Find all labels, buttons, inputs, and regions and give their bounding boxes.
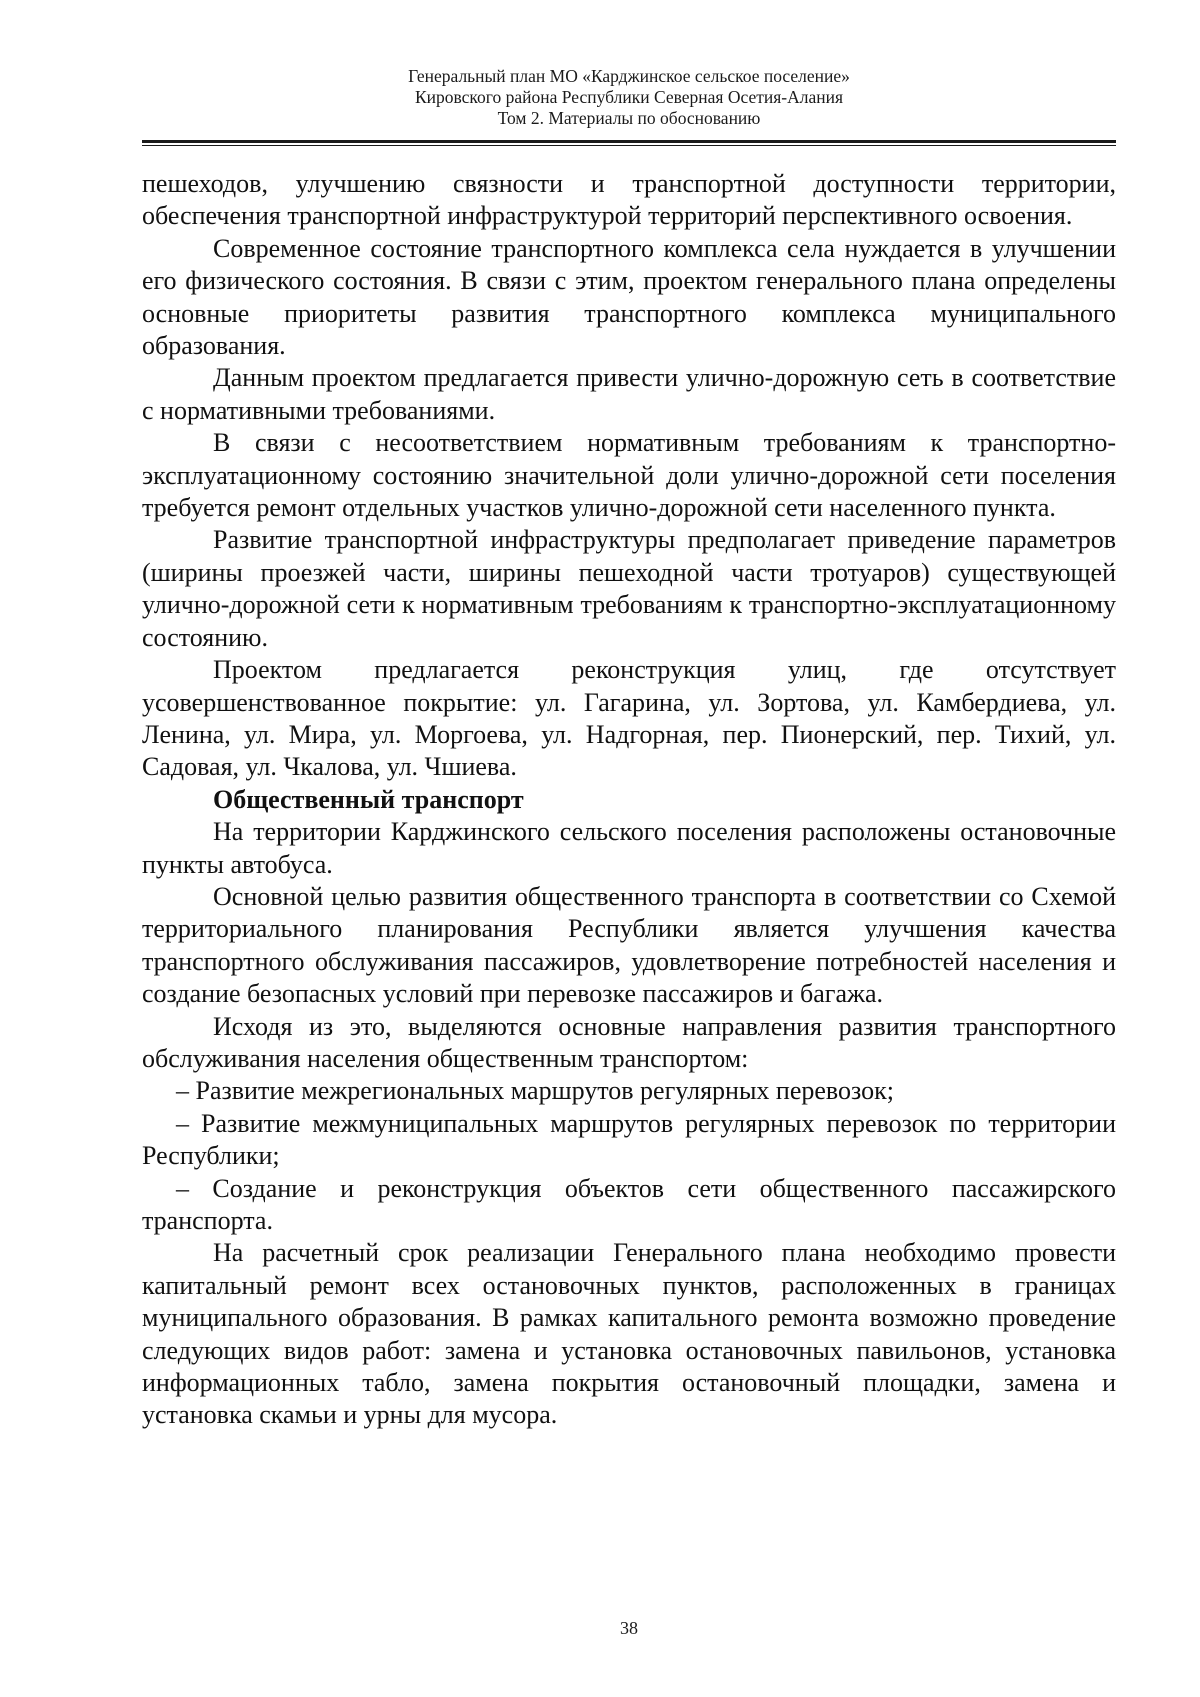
- paragraph-continuation: пешеходов, улучшению связности и транспортной доступности территории, обеспечения транспортной инфраструктурой территорий перспективного освоения.: [142, 169, 1116, 231]
- paragraph-bus-stops: На территории Карджинского сельского поселения расположены остановочные пункты автобуса.: [142, 817, 1116, 879]
- paragraph-repair: В связи с несоответствием нормативным требованиям к транспортно-эксплуатационному состоянию значительной доли улично-дорожной сети поселения требуется ремонт отдельных участков улично-дорожной сети населенного пункта.: [142, 428, 1116, 523]
- header-line-volume: Том 2. Материалы по обоснованию: [497, 108, 761, 128]
- list-item-facilities: – Создание и реконструкция объектов сети общественного пассажирского транспорта.: [142, 1173, 1116, 1235]
- page-number: 38: [620, 1618, 638, 1638]
- paragraph-capital-repair: На расчетный срок реализации Генерального плана необходимо провести капитальный ремонт всех остановочных пунктов, расположенных в границах муниципального образования. В рамках капитального ремонта возможно проведение следующих видов работ: замена и установка остановочных павильонов, установка информационных табло, замена покрытия остановочный площадки, замена и установка скамьи и урны для мусора.: [142, 1238, 1116, 1430]
- paragraph-main-goal: Основной целью развития общественного транспорта в соответствии со Схемой территориального планирования Республики является улучшения качества транспортного обслуживания пассажиров, удовлетворение потребностей населения и создание безопасных условий при перевозке пассажиров и багажа.: [142, 881, 1116, 1009]
- paragraph-current-state: Современное состояние транспортного комплекса села нуждается в улучшении его физического состояния. В связи с этим, проектом генерального плана определены основные приоритеты развития транспортного комплекса муниципального образования.: [142, 233, 1116, 361]
- body-text: [142, 168, 1116, 1432]
- list-item-intermunicipal: – Развитие межмуниципальных маршрутов регулярных перевозок по территории Республики;: [142, 1108, 1116, 1171]
- paragraph-directions: Исходя из это, выделяются основные направления развития транспортного обслуживания населения общественным транспортом:: [142, 1011, 1116, 1073]
- section-heading-public-transport: Общественный транспорт: [213, 784, 524, 814]
- header-line-plan: Генеральный план МО «Карджинское сельское поселение»: [408, 66, 850, 86]
- paragraph-reconstruction-streets: Проектом предлагается реконструкция улиц, где отсутствует усовершенствованное покрытие: ул. Гагарина, ул. Зортова, ул. Камбердиева, ул. Ленина, ул. Мира, ул. Моргоева, ул. Надгорная, пер. Пионерский, пер. Тихий, ул. Садовая, ул. Чкалова, ул. Чшиева.: [142, 655, 1116, 782]
- header-rule-thin: [142, 145, 1116, 146]
- paragraph-proposal: Данным проектом предлагается привести улично-дорожную сеть в соответствие с нормативными требованиями.: [142, 363, 1116, 425]
- paragraph-infrastructure: Развитие транспортной инфраструктуры предполагает приведение параметров (ширины проезжей части, ширины пешеходной части тротуаров) существующей улично-дорожной сети к нормативным требованиям к транспортно-эксплуатационному состоянию.: [142, 525, 1116, 652]
- header-rule-thick: [142, 140, 1116, 143]
- list-item-interregional: – Развитие межрегиональных маршрутов регулярных перевозок;: [176, 1076, 894, 1106]
- header-line-region: Кировского района Республики Северная Осетия-Алания: [414, 87, 844, 107]
- running-header: [142, 66, 1116, 129]
